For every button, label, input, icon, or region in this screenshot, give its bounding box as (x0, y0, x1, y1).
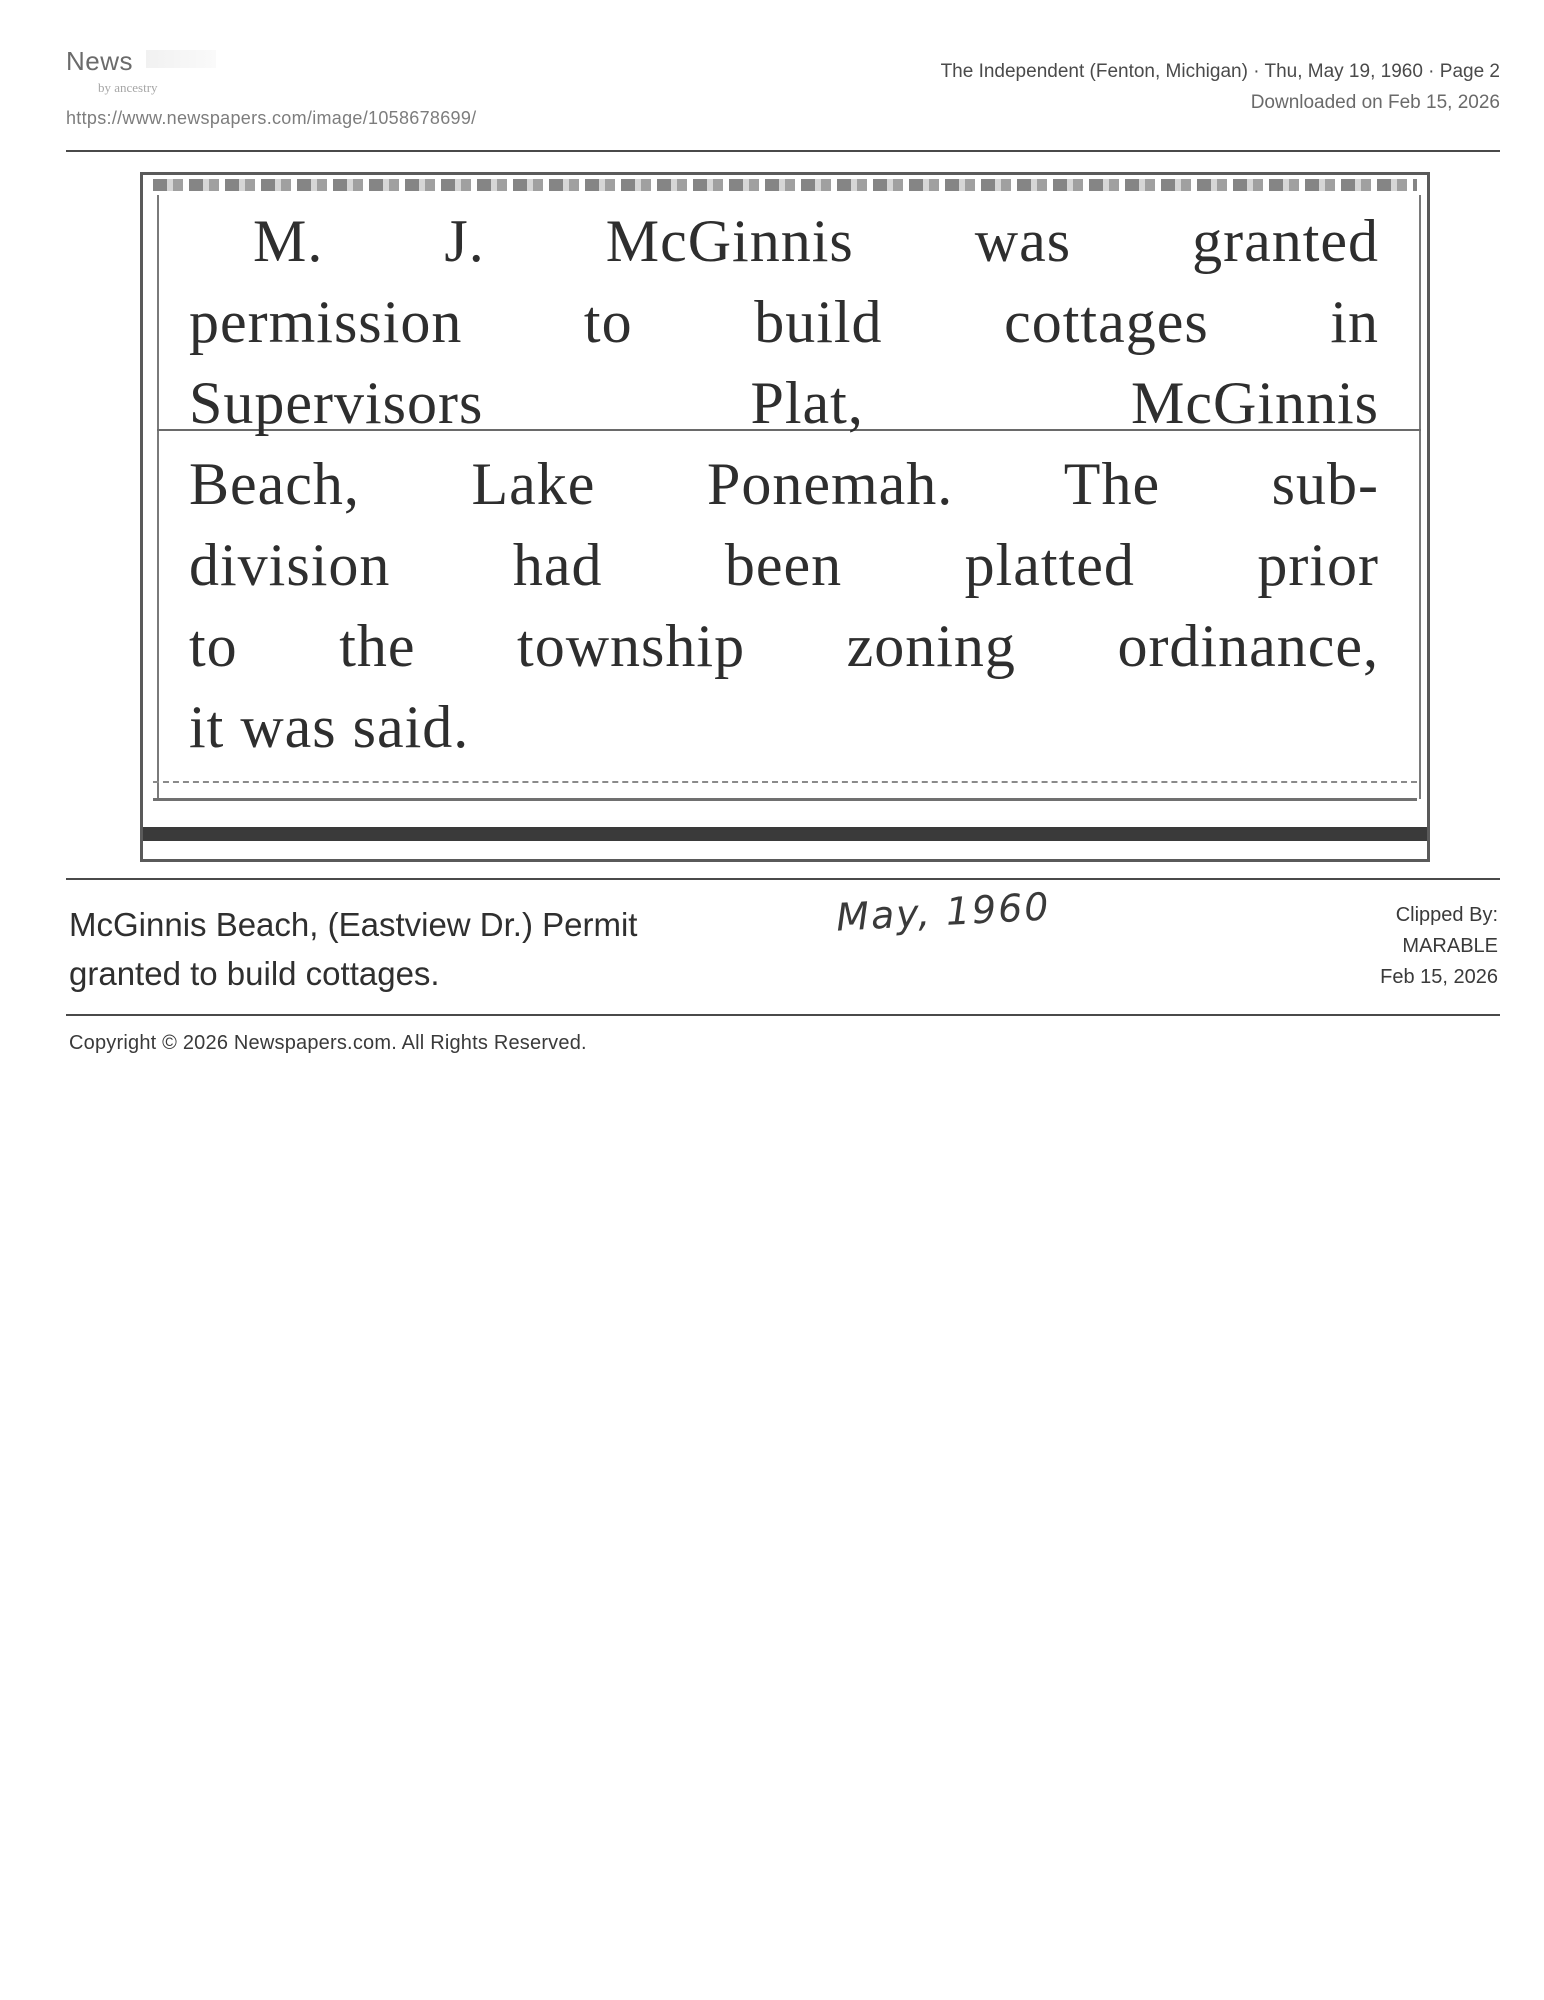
article-line: it was said. (189, 694, 470, 760)
article-line: to the township zoning ordinance, (189, 613, 1379, 679)
image-url[interactable]: https://www.newspapers.com/image/1058678699/ (66, 108, 477, 128)
logo-subtitle: by ancestry (98, 80, 158, 95)
downloaded-line: Downloaded on Feb 15, 2026 (1250, 92, 1500, 113)
logo-faded-text (146, 50, 216, 68)
clipping-column-rule-left (157, 195, 159, 799)
clipped-by-user[interactable]: MARABLE (1402, 935, 1498, 957)
caption-top-divider (66, 878, 1500, 880)
article-line: permission to build cottages in (189, 289, 1379, 355)
footer-divider (66, 1014, 1500, 1016)
clipping-bottom-rule (153, 781, 1417, 783)
publication-info (941, 56, 1500, 118)
clipping-column-rule-right (1419, 195, 1421, 799)
clipping-bottom-rule (153, 798, 1417, 801)
article-line: division had been platted prior (189, 532, 1379, 598)
handwritten-date-note: May, 1960 (834, 884, 1052, 940)
article-line: M. J. McGinnis was granted (253, 208, 1379, 274)
article-line: Beach, Lake Ponemah. The sub- (189, 451, 1379, 517)
clipping-article-text (189, 201, 1379, 768)
clipping-caption: McGinnis Beach, (Eastview Dr.) Permit granted to build cottages. (69, 906, 638, 992)
logo-text: News (66, 46, 134, 76)
clipped-by-info (1380, 900, 1498, 993)
newspaper-clipping (140, 172, 1430, 862)
clipping-bottom-border (143, 827, 1427, 841)
publication-line: The Independent (Fenton, Michigan) · Thu, May 19, 1960 · Page 2 (940, 61, 1500, 82)
clipping-torn-top-edge (153, 179, 1417, 191)
clipped-by-label: Clipped By: (1395, 904, 1498, 926)
header-divider (66, 150, 1500, 152)
copyright-notice: Copyright © 2026 Newspapers.com. All Rights Reserved. (69, 1032, 587, 1054)
clipped-date: Feb 15, 2026 (1380, 966, 1498, 988)
newspapers-logo[interactable] (66, 46, 266, 106)
article-line: Supervisors Plat, McGinnis (189, 370, 1379, 436)
